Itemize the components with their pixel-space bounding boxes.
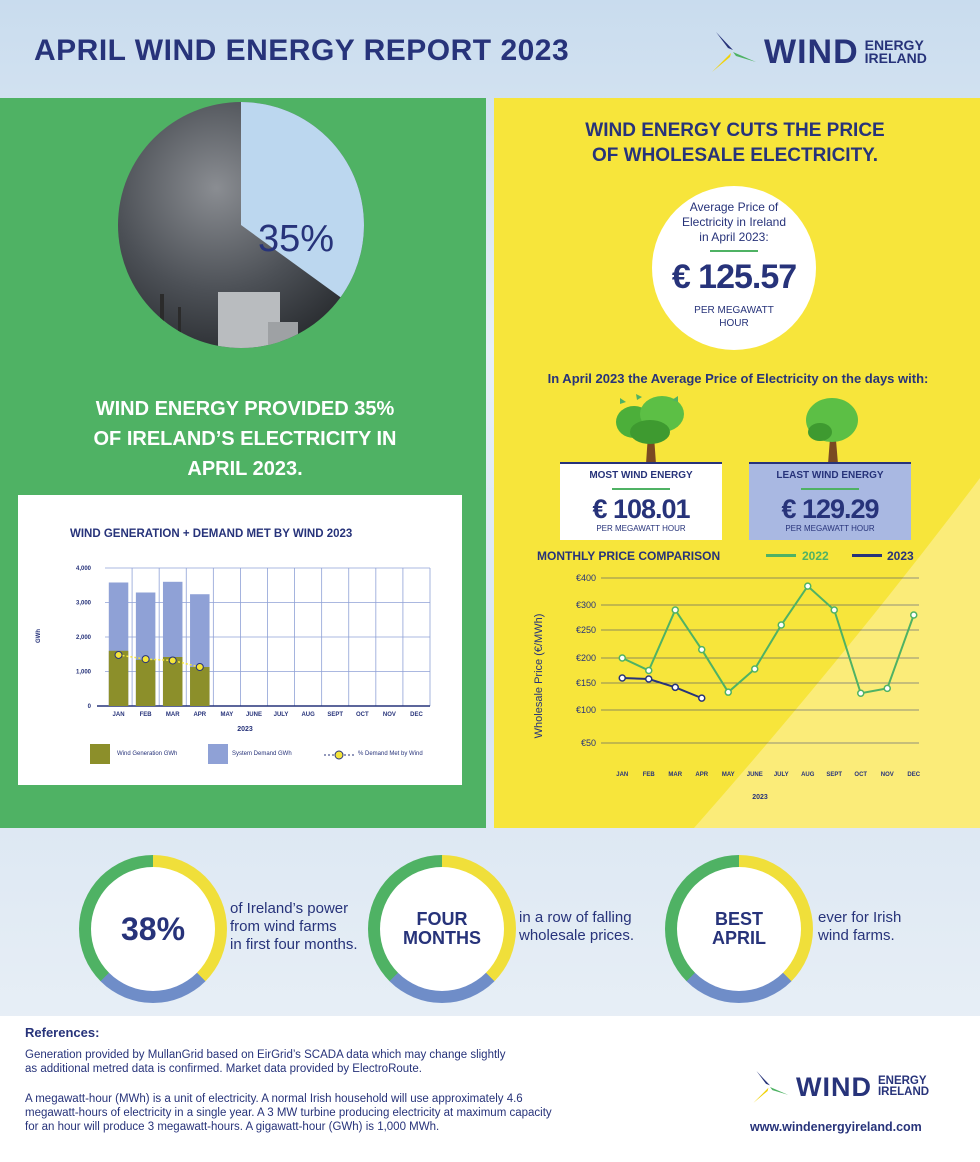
logo-sub-ireland: IRELAND [864,50,927,66]
x-tick-label: DEC [907,772,921,778]
footer-logo [750,1068,929,1106]
logo-sub-energy: ENERGY [877,1075,927,1087]
least-wind-unit: PER MEGAWATT HOUR [785,524,875,533]
average-price-label: Average Price of Electricity in Ireland in April 2023: [681,200,787,244]
logo-word: WIND [796,1071,872,1102]
share-headline: WIND ENERGY PROVIDED 35% OF IRELAND’S ELECTRICITY IN APRIL 2023. [93,398,397,480]
x-tick-label: APR [695,772,709,778]
wind-bar [136,660,156,706]
legend-line-2023 [852,554,882,557]
logo-sub-energy: ENERGY [864,37,924,53]
legend-2023: 2023 [887,549,914,563]
page-title: APRIL WIND ENERGY REPORT 2023 [34,34,570,67]
series-point-2022 [619,655,625,661]
demand-met-point [169,657,176,664]
series-point-2023 [619,675,625,681]
y-tick-label: €200 [575,653,596,663]
legend-swatch-demand [208,744,228,764]
stat-share-value: 38% [91,867,215,991]
y-axis-label: GWh [36,629,42,643]
days-intro-text: In April 2023 the Average Price of Electricity on the days with: [547,371,929,386]
pie-percent: 35% [258,218,335,260]
series-point-2022 [752,666,758,672]
chart-title: WIND GENERATION + DEMAND MET BY WIND 2023 [70,528,353,540]
x-tick-label: APR [193,712,207,718]
legend-swatch-wind [90,744,110,764]
y-tick-label: €150 [575,678,596,688]
stat-april-value: BEST APRIL [677,867,801,991]
x-tick-label: SEPT [327,712,344,718]
x-tick-label: NOV [382,712,396,718]
wind-generation-chart [18,495,462,785]
y-tick-label: 3,000 [75,600,91,607]
x-tick-label: OCT [355,712,369,718]
x-tick-label: JAN [616,772,629,778]
most-wind-unit: PER MEGAWATT HOUR [596,524,686,533]
references-section [0,1016,980,1162]
stat-april-text: ever for Irish wind farms. [818,909,902,944]
series-point-2022 [672,607,678,613]
stat-months-value: FOUR MONTHS [380,867,504,991]
x-tick-label: FEB [139,712,152,718]
series-point-2022 [858,690,864,696]
y-tick-label: 0 [87,704,91,710]
least-wind-head: LEAST WIND ENERGY [776,470,884,481]
logo [708,28,927,76]
demand-met-point [115,651,122,658]
series-point-2022 [831,607,837,613]
demand-met-point [196,664,203,671]
series-point-2022 [699,647,705,653]
legend-wind: Wind Generation GWh [117,751,178,757]
series-point-2022 [911,612,917,618]
divider [612,488,670,490]
x-tick-label: JUNE [245,712,262,718]
most-wind-head: MOST WIND ENERGY [589,470,693,481]
x-tick-label: NOV [880,772,894,778]
average-price-unit: PER MEGAWATT HOUR [694,305,774,329]
most-wind-box [560,462,722,540]
series-point-2022 [646,668,652,674]
series-line-2023 [622,678,702,698]
x-tick-label: MAR [165,712,180,718]
x-tick-label: MAY [721,772,735,778]
x-tick-label: DEC [410,712,423,718]
website-link[interactable]: www.windenergyireland.com [750,1120,922,1134]
least-wind-box [749,462,911,540]
series-point-2023 [699,695,705,701]
y-tick-label: 2,000 [75,635,91,641]
x-tick-label: OCT [854,772,868,778]
wind-bar [190,667,210,706]
series-line-2022 [622,586,914,693]
y-tick-label: 1,000 [75,669,91,676]
least-wind-price: € 129.29 [781,494,879,524]
references-mwh: A megawatt-hour (MWh) is a unit of electricity. A normal Irish household will use approximately 4.6 megawatt-hours of electricity in a single year. A 3 MW turbine producing electricity at maximum capacity for an hour will produce 3 megawatt-hours. A gigawatt-hour (GWh) is 1,000 MWh. [25,1093,552,1133]
x-tick-label: JULY [273,712,289,718]
stat-share-text: of Ireland’s power from wind farms in first four months. [230,900,358,953]
divider [801,488,859,490]
price-comparison-chart [494,566,980,816]
series-point-2022 [805,583,811,589]
series-point-2023 [672,684,678,690]
stat-ring-share [79,855,227,1003]
y-tick-label: €100 [575,705,596,715]
still-tree-icon [800,398,864,464]
y-axis-label: Wholesale Price (€/MWh) [533,613,545,739]
y-tick-label: €50 [580,738,596,748]
price-headline: WIND ENERGY CUTS THE PRICE OF WHOLESALE ELECTRICITY. [585,120,885,166]
x-axis-label: 2023 [752,794,768,801]
legend-demand-met: % Demand Met by Wind [358,751,423,757]
x-tick-label: FEB [642,772,655,778]
x-tick-label: MAR [668,772,683,778]
stat-months-text: in a row of falling wholesale prices. [519,909,635,944]
x-tick-label: AUG [801,772,815,778]
average-price-value: € 125.57 [671,258,797,296]
series-point-2022 [778,622,784,628]
logo-word: WIND [764,32,859,71]
series-point-2022 [884,685,890,691]
wind-logo-icon [750,1068,790,1106]
series-point-2022 [725,689,731,695]
wind-generation-chart-card [18,495,462,785]
stat-ring-months [368,855,516,1003]
x-tick-label: JULY [773,772,789,778]
x-tick-label: MAY [220,712,234,718]
x-tick-label: AUG [301,712,315,718]
x-tick-label: JUNE [746,772,763,778]
legend-line-2022 [766,554,796,557]
y-tick-label: €250 [575,625,596,635]
most-wind-price: € 108.01 [592,494,690,524]
legend-marker-demand-met [324,749,354,761]
average-price-badge [652,186,816,350]
y-tick-label: €300 [575,600,596,610]
y-tick-label: 4,000 [75,566,91,572]
price-chart-title: MONTHLY PRICE COMPARISON [537,549,721,563]
full-tree-icon [610,392,692,464]
y-tick-label: €400 [575,573,596,583]
stat-ring-april [665,855,813,1003]
references-generation: Generation provided by MullanGrid based on EirGrid’s SCADA data which may change slightly as additional metred data is confirmed. Market data provided by ElectroRoute. [25,1049,506,1075]
x-axis-label: 2023 [237,726,253,733]
references-head: References: [25,1025,100,1040]
logo-sub-ireland: IRELAND [877,1086,930,1098]
x-tick-label: SEPT [826,772,843,778]
legend-2022: 2022 [802,549,829,563]
wind-bar [109,651,128,706]
series-point-2023 [646,676,652,682]
demand-met-point [142,656,149,663]
x-tick-label: JAN [112,712,125,718]
wind-logo-icon [708,28,758,76]
divider [710,250,758,252]
legend-demand: System Demand GWh [232,751,292,757]
